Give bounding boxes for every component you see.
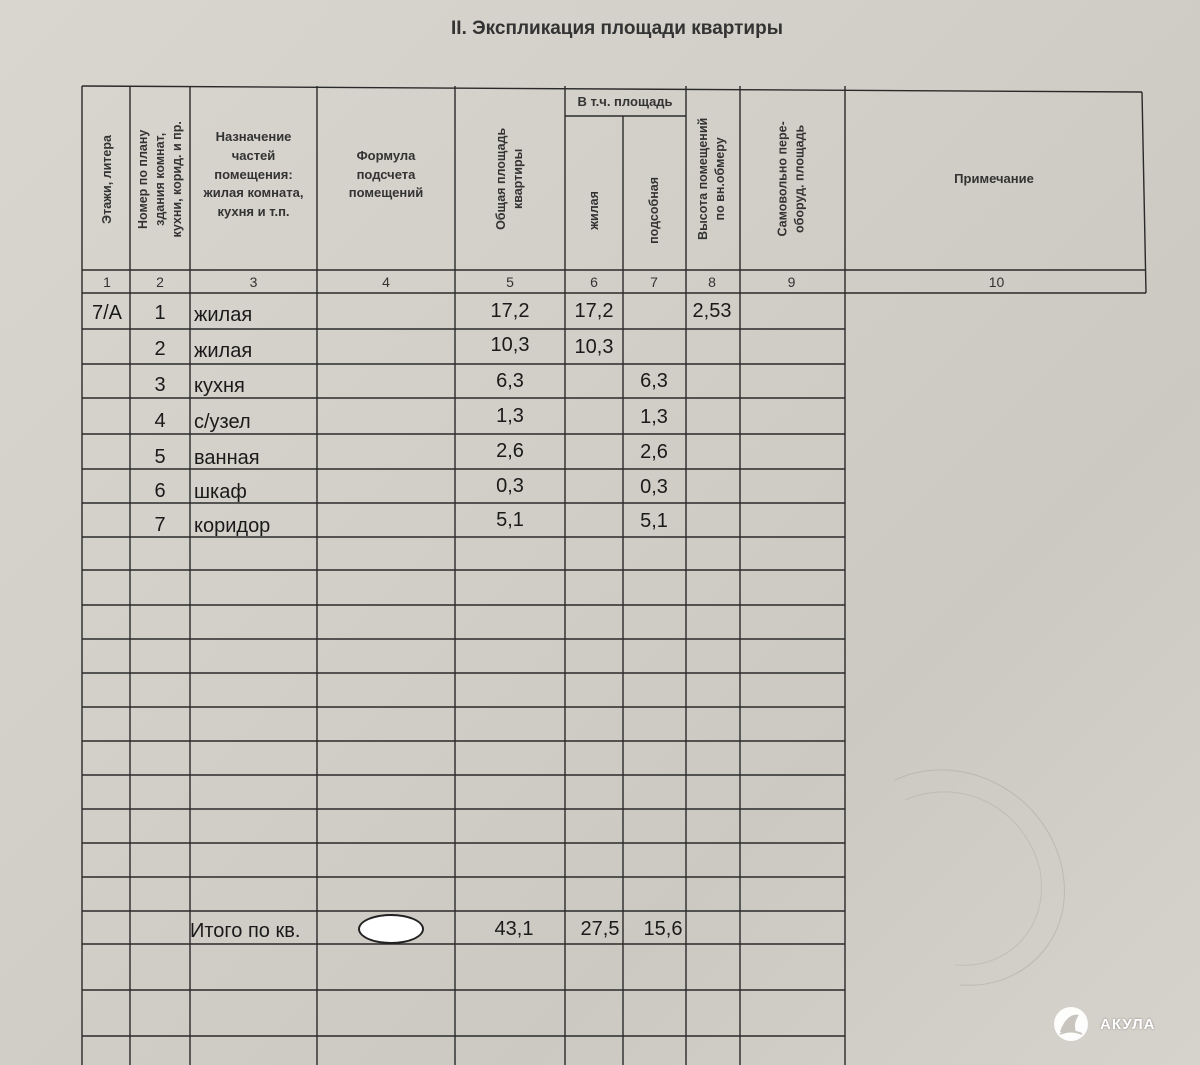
cell-aux-area: 6,3: [640, 369, 668, 392]
cell-room-no: 3: [154, 373, 166, 396]
column-number: 10: [988, 274, 1005, 290]
totals-label: Итого по кв.: [190, 919, 301, 942]
cell-purpose: с/узел: [194, 410, 251, 433]
cell-purpose: коридор: [194, 514, 271, 537]
header-living: жилая: [586, 190, 601, 230]
page-title: II. Экспликация площади квартиры: [451, 18, 783, 39]
column-number: 2: [156, 274, 164, 290]
column-number: 7: [650, 274, 658, 290]
column-number: 1: [103, 274, 111, 290]
cell-total-area: 6,3: [496, 369, 524, 392]
cell-purpose: кухня: [194, 374, 245, 397]
column-number: 6: [590, 274, 598, 290]
cell-total-area: 2,6: [496, 439, 524, 462]
column-number: 9: [787, 274, 796, 290]
cell-living-area: 17,2: [574, 299, 614, 322]
cell-room-no: 2: [154, 337, 166, 360]
header-formula: Формула подсчета помещений: [348, 147, 424, 201]
cell-total-area: 17,2: [490, 299, 530, 322]
cell-aux-area: 1,3: [640, 405, 668, 428]
cell-floor: 7/А: [91, 301, 123, 324]
totals-total-area: 43,1: [494, 917, 534, 940]
cell-aux-area: 0,3: [640, 475, 668, 498]
cell-total-area: 0,3: [496, 474, 524, 497]
header-room-no: Номер по плану здания комнат, кухни, корид. и пр.: [135, 120, 184, 238]
column-number: 4: [382, 274, 390, 290]
cell-purpose: ванная: [194, 446, 260, 469]
header-note: Примечание: [954, 170, 1034, 186]
cell-purpose: жилая: [194, 339, 253, 362]
cell-room-no: 4: [154, 409, 166, 432]
watermark-logo: [1052, 1005, 1155, 1043]
header-self-rebuilt: Самовольно пере- оборуд. площадь: [775, 121, 807, 237]
cell-height: 2,53: [692, 299, 732, 322]
totals-aux-area: 15,6: [643, 917, 683, 940]
cell-aux-area: 2,6: [640, 440, 668, 463]
watermark-brand: АКУЛА: [1100, 1015, 1156, 1033]
cell-total-area: 5,1: [496, 508, 524, 531]
column-number: 5: [506, 274, 514, 290]
header-auxiliary: подсобная: [646, 176, 661, 244]
column-number: 3: [249, 274, 258, 290]
header-incl-group: В т.ч. площадь: [577, 93, 673, 109]
shark-fin-icon: [1052, 1005, 1090, 1043]
cell-room-no: 5: [154, 445, 166, 468]
header-purpose: Назначение частей помещения: жилая комната, кухня и т.п.: [203, 128, 304, 220]
cell-total-area: 10,3: [490, 333, 530, 356]
totals-living-area: 27,5: [580, 917, 620, 940]
cell-room-no: 6: [154, 479, 166, 502]
header-floor: Этажи, литера: [99, 134, 114, 224]
cell-room-no: 1: [154, 301, 166, 324]
redacted-mark: [358, 914, 424, 944]
header-height: Высота помещений по вн.обмеру: [696, 117, 728, 241]
cell-living-area: 10,3: [574, 335, 614, 358]
column-number: 8: [708, 274, 716, 290]
cell-purpose: жилая: [194, 303, 253, 326]
cell-aux-area: 5,1: [640, 509, 668, 532]
cell-purpose: шкаф: [194, 480, 247, 503]
cell-room-no: 7: [154, 513, 166, 536]
cell-total-area: 1,3: [496, 404, 524, 427]
cell-aux-area: [623, 294, 685, 328]
header-total-area: Общая площадь квартиры: [494, 127, 525, 231]
